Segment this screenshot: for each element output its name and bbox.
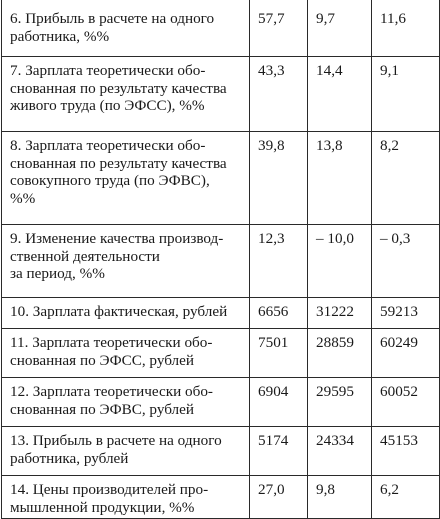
row-value-col2: 28859 [308,329,372,378]
row-label: 9. Изменение качества производ- ственной деятельности за период, %% [2,225,250,298]
row-value-col2: 9,8 [308,476,372,519]
row-value-col1: 12,3 [250,225,308,298]
row-value-col3: 6,2 [372,476,440,519]
row-label: 14. Цены производителей про- мышленной продукции, %% [2,476,250,519]
row-value-col2: 29595 [308,378,372,427]
row-value-col3: 11,6 [372,0,440,57]
row-label: 11. Зарплата теоретически обо- снованная по ЭФСС, рублей [2,329,250,378]
row-label: 6. Прибыль в расчете на одного работника, %% [2,0,250,57]
table-row [2,57,440,132]
row-value-col1: 27,0 [250,476,308,519]
table-row [2,132,440,225]
row-value-col1: 5174 [250,427,308,476]
row-value-col3: 60052 [372,378,440,427]
table-row [2,329,440,378]
row-label: 8. Зарплата теоретически обо- снованная по результату качества совокупного труда (по ЭФВС), %% [2,132,250,225]
row-value-col2: 14,4 [308,57,372,132]
table-row [2,427,440,476]
row-value-col3: 8,2 [372,132,440,225]
row-value-col2: 9,7 [308,0,372,57]
row-value-col3: 45153 [372,427,440,476]
row-value-col3: 9,1 [372,57,440,132]
table-row [2,476,440,519]
row-value-col2: 24334 [308,427,372,476]
row-value-col1: 6904 [250,378,308,427]
table-row [2,378,440,427]
table-row [2,298,440,329]
row-value-col1: 43,3 [250,57,308,132]
row-value-col2: 31222 [308,298,372,329]
row-label: 10. Зарплата фактическая, рублей [2,298,250,329]
row-value-col3: – 0,3 [372,225,440,298]
data-table [1,0,440,519]
row-label: 13. Прибыль в расчете на одного работника, рублей [2,427,250,476]
row-value-col1: 39,8 [250,132,308,225]
row-value-col1: 7501 [250,329,308,378]
row-value-col3: 59213 [372,298,440,329]
row-label: 7. Зарплата теоретически обо- снованная по результату качества живого труда (по ЭФСС), %% [2,57,250,132]
table-row [2,0,440,57]
row-value-col2: – 10,0 [308,225,372,298]
row-label: 12. Зарплата теоретически обо- снованная по ЭФВС, рублей [2,378,250,427]
table-row [2,225,440,298]
row-value-col1: 57,7 [250,0,308,57]
row-value-col2: 13,8 [308,132,372,225]
row-value-col1: 6656 [250,298,308,329]
row-value-col3: 60249 [372,329,440,378]
